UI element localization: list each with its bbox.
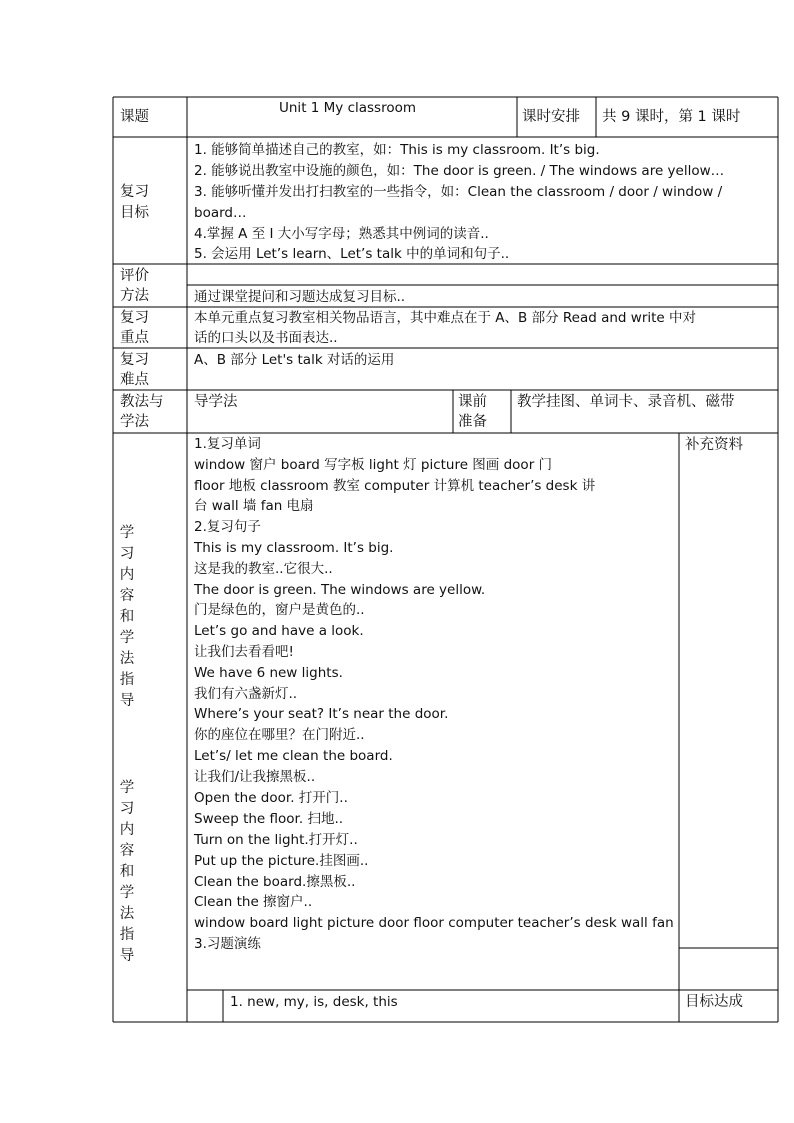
methods-label-2: 学法 [120, 414, 149, 430]
side-char: 内 [119, 567, 135, 583]
schedule-value: 共 9 课时，第 1 课时 [602, 109, 741, 125]
evaluation-label-1: 评价 [120, 268, 149, 284]
key-points-label-2: 重点 [120, 330, 149, 346]
content-line: Put up the picture.挂图画.. [194, 853, 369, 869]
content-line: Where’s your seat? It’s near the door. [194, 706, 449, 722]
side-char: 习 [119, 546, 135, 562]
content-line: Let’s/ let me clean the board. [194, 748, 393, 764]
side-char: 导 [119, 693, 135, 709]
content-line: This is my classroom. It’s big. [194, 540, 394, 556]
review-goal-item: 4.掌握 A 至 I 大小写字母；熟悉其中例词的读音.. [194, 226, 489, 242]
content-line: 这是我的教室..它很大.. [194, 561, 333, 577]
side-char: 内 [119, 822, 135, 838]
title-value: Unit 1 My classroom [279, 100, 417, 116]
side-char: 和 [119, 864, 135, 880]
side-char: 导 [119, 948, 135, 964]
content-line: Clean the board.擦黑板.. [194, 874, 356, 890]
methods-value: 导学法 [194, 394, 238, 410]
schedule-label: 课时安排 [522, 109, 580, 125]
content-line: Sweep the floor. 扫地.. [194, 811, 344, 827]
content-side-label-2 [117, 778, 137, 967]
content-line: floor 地板 classroom 教室 computer 计算机 teacher’s desk 讲 [194, 478, 596, 494]
side-char: 和 [119, 609, 135, 625]
content-line: 台 wall 墙 fan 电扇 [194, 498, 314, 514]
side-char: 容 [119, 588, 135, 604]
review-goals-label-2: 目标 [120, 205, 149, 221]
target-label: 目标达成 [685, 994, 743, 1010]
content-side-label-1 [117, 523, 137, 712]
difficulties-text: A、B 部分 Let's talk 对话的运用 [194, 352, 395, 368]
content-line: 我们有六盏新灯.. [194, 686, 298, 702]
key-points-label-1: 复习 [120, 310, 149, 326]
evaluation-text: 通过课堂提问和习题达成复习目标.. [194, 289, 406, 305]
review-goals-label-1: 复习 [120, 184, 149, 200]
difficulties-label-1: 复习 [120, 352, 149, 368]
evaluation-label-2: 方法 [120, 288, 149, 304]
prep-value: 教学挂图、单词卡、录音机、磁带 [517, 394, 735, 410]
content-line: 你的座位在哪里？在门附近.. [194, 727, 365, 743]
supplement-label: 补充资料 [685, 437, 743, 453]
prep-label-2: 准备 [458, 414, 487, 430]
title-label: 课题 [120, 109, 149, 125]
content-line: Clean the 擦窗户.. [194, 894, 313, 910]
side-char: 习 [119, 801, 135, 817]
content-line: 门是绿色的，窗户是黄色的.. [194, 602, 365, 618]
difficulties-label-2: 难点 [120, 372, 149, 388]
review-goal-item: 3. 能够听懂并发出打扫教室的一些指令，如：Clean the classroom / door / window / [194, 184, 723, 200]
side-char: 指 [119, 927, 135, 943]
side-char: 法 [119, 906, 135, 922]
content-line: Let’s go and have a look. [194, 623, 364, 639]
side-char: 指 [119, 672, 135, 688]
content-line: We have 6 new lights. [194, 665, 343, 681]
side-char: 学 [119, 525, 135, 541]
content-line: window 窗户 board 写字板 light 灯 picture 图画 door 门 [194, 457, 553, 473]
prep-label-1: 课前 [458, 394, 487, 410]
content-line: 1.复习单词 [194, 436, 261, 452]
review-goal-item: board… [194, 205, 247, 221]
side-char: 学 [119, 885, 135, 901]
content-line: 让我们/让我擦黑板.. [194, 769, 316, 785]
content-line: The door is green. The windows are yellow. [194, 582, 486, 598]
side-char: 法 [119, 651, 135, 667]
content-line: window board light picture door floor computer teacher’s desk wall fan [194, 915, 674, 931]
key-points-line-1: 本单元重点复习教室相关物品语言，其中难点在于 A、B 部分 Read and write 中对 [194, 310, 697, 326]
content-line: 3.习题演练 [194, 936, 261, 952]
key-points-line-2: 话的口头以及书面表达.. [194, 330, 338, 346]
side-char: 学 [119, 630, 135, 646]
review-goal-item: 1. 能够简单描述自己的教室，如：This is my classroom. It’s big. [194, 142, 600, 158]
review-goal-item: 5. 会运用 Let’s learn、Let’s talk 中的单词和句子.. [194, 246, 510, 262]
review-goal-item: 2. 能够说出教室中设施的颜色，如：The door is green. / The windows are yellow… [194, 163, 725, 179]
exercise-item-1: 1. new, my, is, desk, this [230, 994, 398, 1010]
side-char: 学 [119, 780, 135, 796]
content-line: Open the door. 打开门.. [194, 790, 348, 806]
side-char: 容 [119, 843, 135, 859]
content-line: 让我们去看看吧! [194, 644, 294, 660]
methods-label-1: 教法与 [120, 394, 164, 410]
content-line: 2.复习句子 [194, 519, 261, 535]
content-line: Turn on the light.打开灯.. [194, 832, 358, 848]
